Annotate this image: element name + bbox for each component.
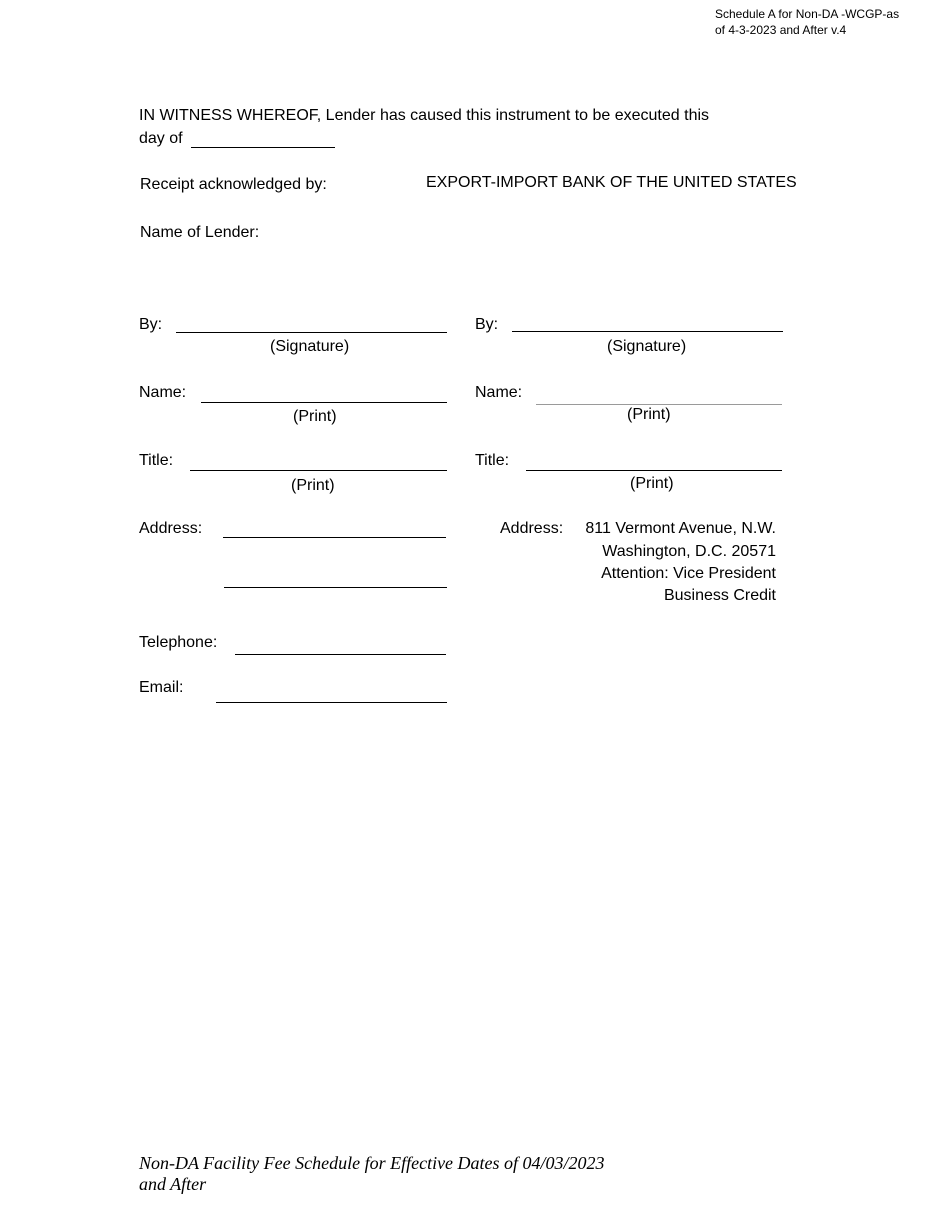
exim-title-label: Title:: [475, 452, 510, 469]
exim-address-line-3: Attention: Vice President: [601, 565, 776, 582]
header-line-1: Schedule A for Non-DA -WCGP-as: [715, 7, 900, 21]
lender-by-label: By:: [139, 316, 163, 333]
exim-name-label: Name:: [475, 384, 523, 401]
lender-name-line[interactable]: [201, 402, 447, 403]
footer-line-1: Non-DA Facility Fee Schedule for Effective Dates of 04/03/2023: [139, 1153, 605, 1173]
name-of-lender-label: Name of Lender:: [140, 224, 260, 241]
receipt-acknowledged-label: Receipt acknowledged by:: [140, 176, 327, 193]
lender-telephone-label: Telephone:: [139, 634, 218, 651]
witness-line-1: IN WITNESS WHEREOF, Lender has caused this instrument to be executed this: [139, 107, 710, 124]
exim-by-label: By:: [475, 316, 499, 333]
exim-title-caption: (Print): [630, 475, 674, 492]
lender-email-line[interactable]: [216, 702, 447, 703]
lender-telephone-line[interactable]: [235, 654, 446, 655]
lender-email-label: Email:: [139, 679, 184, 696]
lender-title-label: Title:: [139, 452, 174, 469]
exim-name-caption: (Print): [627, 406, 671, 423]
document-header: [715, 6, 899, 38]
lender-title-caption: (Print): [291, 477, 335, 494]
footer-line-2: and After: [139, 1174, 207, 1194]
day-of-blank-line[interactable]: [191, 147, 335, 148]
document-footer: [139, 1153, 605, 1195]
exim-signature-caption: (Signature): [607, 338, 687, 355]
lender-name-label: Name:: [139, 384, 187, 401]
lender-name-caption: (Print): [293, 408, 337, 425]
witness-day-of-label: day of: [139, 130, 183, 147]
bank-name: EXPORT-IMPORT BANK OF THE UNITED STATES: [426, 174, 797, 191]
lender-signature-caption: (Signature): [270, 338, 350, 355]
exim-address-label: Address:: [500, 520, 564, 537]
lender-address-line-2[interactable]: [224, 587, 447, 588]
exim-signature-line[interactable]: [512, 331, 783, 332]
lender-title-line[interactable]: [190, 470, 447, 471]
exim-address-line-2: Washington, D.C. 20571: [602, 543, 776, 560]
lender-signature-line[interactable]: [176, 332, 447, 333]
exim-address-line-1: 811 Vermont Avenue, N.W.: [585, 520, 776, 537]
lender-address-line-1[interactable]: [223, 537, 446, 538]
lender-address-label: Address:: [139, 520, 203, 537]
exim-address-line-4: Business Credit: [663, 587, 776, 604]
exim-title-line[interactable]: [526, 470, 782, 471]
header-line-2: of 4-3-2023 and After v.4: [715, 23, 847, 37]
